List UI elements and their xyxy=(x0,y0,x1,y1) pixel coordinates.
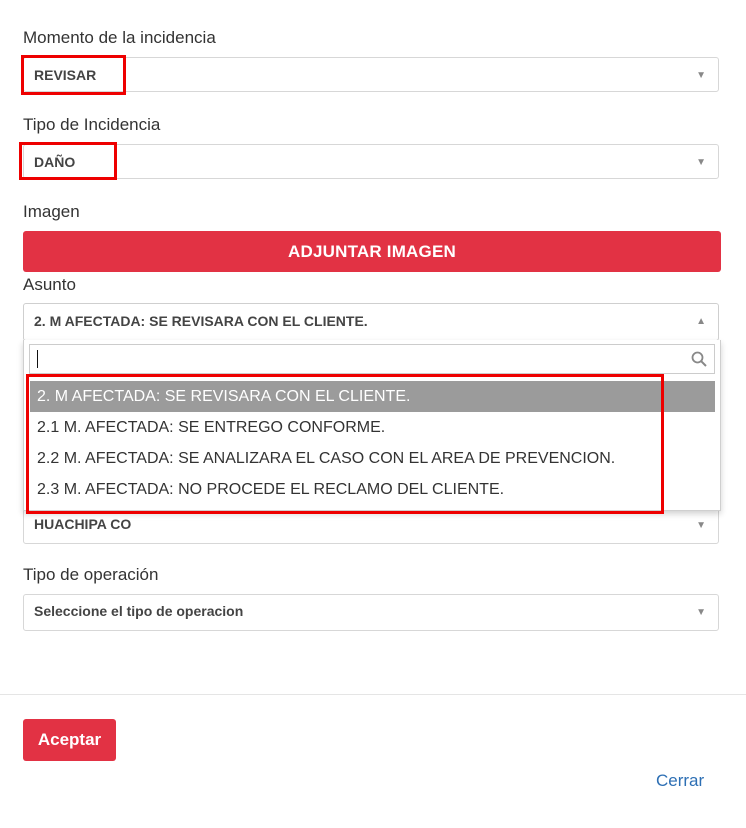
tipo-operacion-select-value: Seleccione el tipo de operacion xyxy=(34,603,244,619)
close-link[interactable]: Cerrar xyxy=(656,771,705,790)
text-cursor xyxy=(37,350,38,368)
tipo-operacion-select[interactable] xyxy=(23,594,719,631)
chevron-down-icon: ▼ xyxy=(696,157,706,168)
tipo-incidencia-select[interactable] xyxy=(23,144,719,179)
almacen-select-value: HUACHIPA CO xyxy=(34,516,132,532)
momento-label: Momento de la incidencia xyxy=(23,28,216,47)
asunto-option[interactable]: 2.3 M. AFECTADA: NO PROCEDE EL RECLAMO DEL CLIENTE. xyxy=(37,481,505,498)
tipo-incidencia-select-value: DAÑO xyxy=(34,154,76,170)
asunto-option[interactable]: 2.1 M. AFECTADA: SE ENTREGO CONFORME. xyxy=(37,419,386,436)
tipo-operacion-label: Tipo de operación xyxy=(23,565,159,584)
accept-button[interactable]: Aceptar xyxy=(23,719,116,761)
asunto-option[interactable]: 2.2 M. AFECTADA: SE ANALIZARA EL CASO CON EL AREA DE PREVENCION. xyxy=(37,450,616,467)
momento-select[interactable] xyxy=(23,57,719,92)
tipo-incidencia-label: Tipo de Incidencia xyxy=(23,115,161,134)
asunto-label: Asunto xyxy=(23,275,76,294)
asunto-select-value: 2. M AFECTADA: SE REVISARA CON EL CLIENTE. xyxy=(34,313,368,329)
search-icon xyxy=(690,350,708,368)
attach-image-button[interactable]: ADJUNTAR IMAGEN xyxy=(23,231,721,272)
momento-select-value: REVISAR xyxy=(34,67,97,83)
almacen-select[interactable] xyxy=(23,507,719,544)
asunto-option[interactable]: 2. M AFECTADA: SE REVISARA CON EL CLIENTE. xyxy=(30,381,715,412)
asunto-select[interactable] xyxy=(23,303,719,341)
chevron-down-icon: ▼ xyxy=(696,70,706,81)
chevron-down-icon: ▼ xyxy=(696,607,706,618)
asunto-search-input[interactable] xyxy=(29,344,715,374)
imagen-label: Imagen xyxy=(23,202,80,221)
chevron-down-icon: ▼ xyxy=(696,520,706,531)
chevron-up-icon: ▲ xyxy=(696,316,706,327)
asunto-dropdown xyxy=(23,340,721,511)
footer-divider xyxy=(0,694,746,695)
